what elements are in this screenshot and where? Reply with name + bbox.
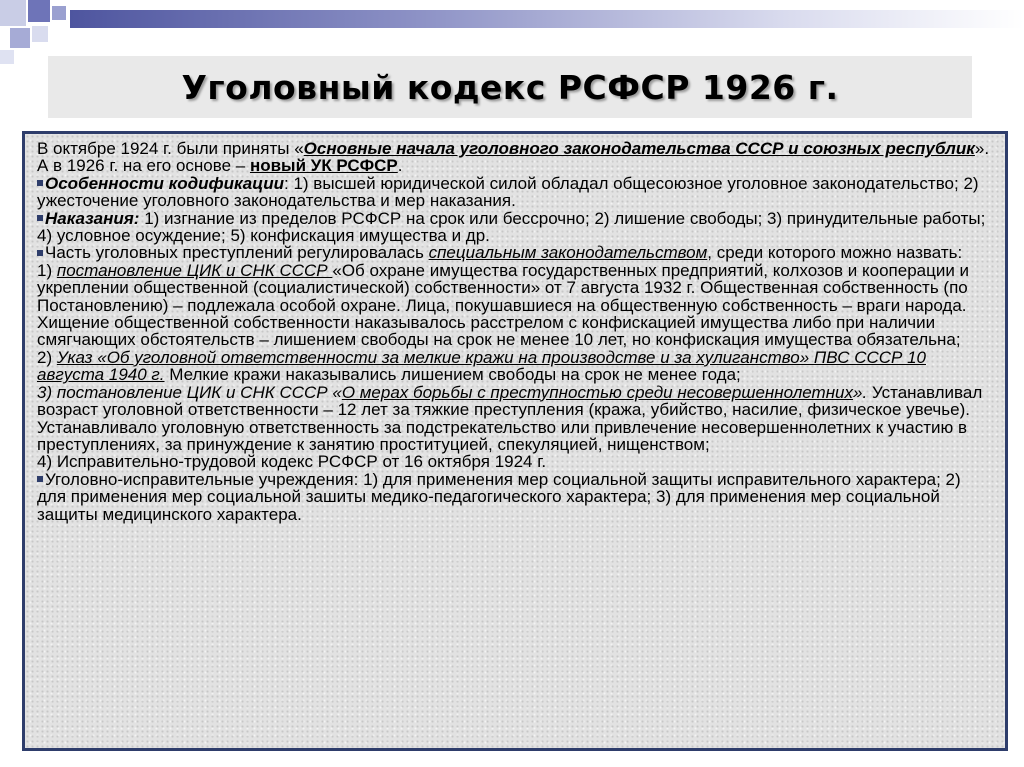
decorative-square [32,26,48,42]
bullet-icon [37,250,43,256]
paragraph-item-2 [37,349,993,384]
bullet-icon [37,215,43,221]
item-number: 2) [37,347,57,367]
decorative-square [0,50,14,64]
item-3-text: Устанавливал возраст уголовной ответственности – 12 лет за тяжкие преступления (кража, убийство, насилие, физическое увечье). Устанавливало уголовную ответственность за подстрекательство или привлечение несовершеннолетних к участию в преступлениях, за принуждение к занятию проституцией, спекуляцией, нищенством; [37,382,983,454]
paragraph-item-4: 4) Исправительно-трудовой кодекс РСФСР от 16 октября 1924 г. [37,452,547,472]
top-gradient-bar [70,10,1024,28]
item-1-act: постановление ЦИК и СНК СССР [56,260,333,280]
item-1-text: «Об охране имущества государственных предприятий, колхозов и кооперации и укреплении общественной (социалистической) собственности» от 7 августа 1932 г. Общественная собственность (по Постановлению) – подлежала особой охране. Лица, покушавшиеся на общественную собственность – враги народа. Хищение общественной собственности наказывалось расстрелом с конфискацией имущества либо при наличии смягчающих обстоятельств – лишением свободы на срок не менее 10 лет, но конфискация имущества обязательна; [37,260,970,350]
page-title: Уголовный кодекс РСФСР 1926 г. [181,67,839,107]
paragraph-intro [37,140,993,175]
intro-text-end: . [397,156,403,176]
special-law-text: Часть уголовных преступлений регулировалась [45,243,429,263]
intro-text: В октябре 1924 г. были приняты « [37,139,304,158]
content-text [37,140,993,523]
punishments-heading: Наказания: [45,208,140,228]
institutions-text: Уголовно-исправительные учреждения: 1) для применения мер социальной защиты исправительного характера; 2) для применения мер социальной зашиты медико-педагогического характера; 3) для применения мер социальной защиты медицинского характера. [37,469,961,524]
paragraph-item-1 [37,262,993,349]
special-law-term: специальным законодательством [428,243,708,263]
decorative-square [52,6,66,20]
content-box [22,131,1008,751]
decorative-square [0,0,26,26]
new-code-label: новый УК РСФСР [249,156,398,176]
item-number: 1) [37,260,57,280]
item-3-act-title: О мерах борьбы с преступностью среди несовершеннолетних [341,382,854,402]
paragraph-institutions [37,471,993,523]
bullet-icon [37,476,43,482]
paragraph-item-3 [37,384,993,454]
paragraph-punishments [37,210,993,245]
item-3-act-end: ». [853,382,868,402]
codification-heading: Особенности кодификации [45,173,284,193]
intro-text-cont: ». А в 1926 г. на его основе – [37,139,990,176]
item-3-act: 3) постановление ЦИК и СНК СССР « [37,382,342,402]
item-2-text: Мелкие кражи наказывались лишением свободы на срок не менее года; [164,365,741,385]
codification-text: : 1) высшей юридической силой обладал общесоюзное уголовное законодательство; 2) ужесточение уголовного законодательства и мер наказания. [37,173,979,211]
decorative-square [10,28,30,48]
paragraph-special-law [37,244,993,261]
item-2-act: Указ «Об уголовной ответственности за мелкие кражи на производстве и за хулиганство» ПВС СССР 10 августа 1940 г. [37,347,926,385]
title-box [48,56,972,118]
paragraph-codification [37,175,993,210]
punishments-text: 1) изгнание из пределов РСФСР на срок или бессрочно; 2) лишение свободы; 3) принудительные работы; 4) условное осуждение; 5) конфискация имущества и др. [37,208,986,246]
law-title-basics: Основные начала уголовного законодательства СССР и союзных республик [303,139,975,158]
bullet-icon [37,180,43,186]
decorative-square [28,0,50,22]
special-law-text-end: , среди которого можно назвать: [707,243,963,263]
